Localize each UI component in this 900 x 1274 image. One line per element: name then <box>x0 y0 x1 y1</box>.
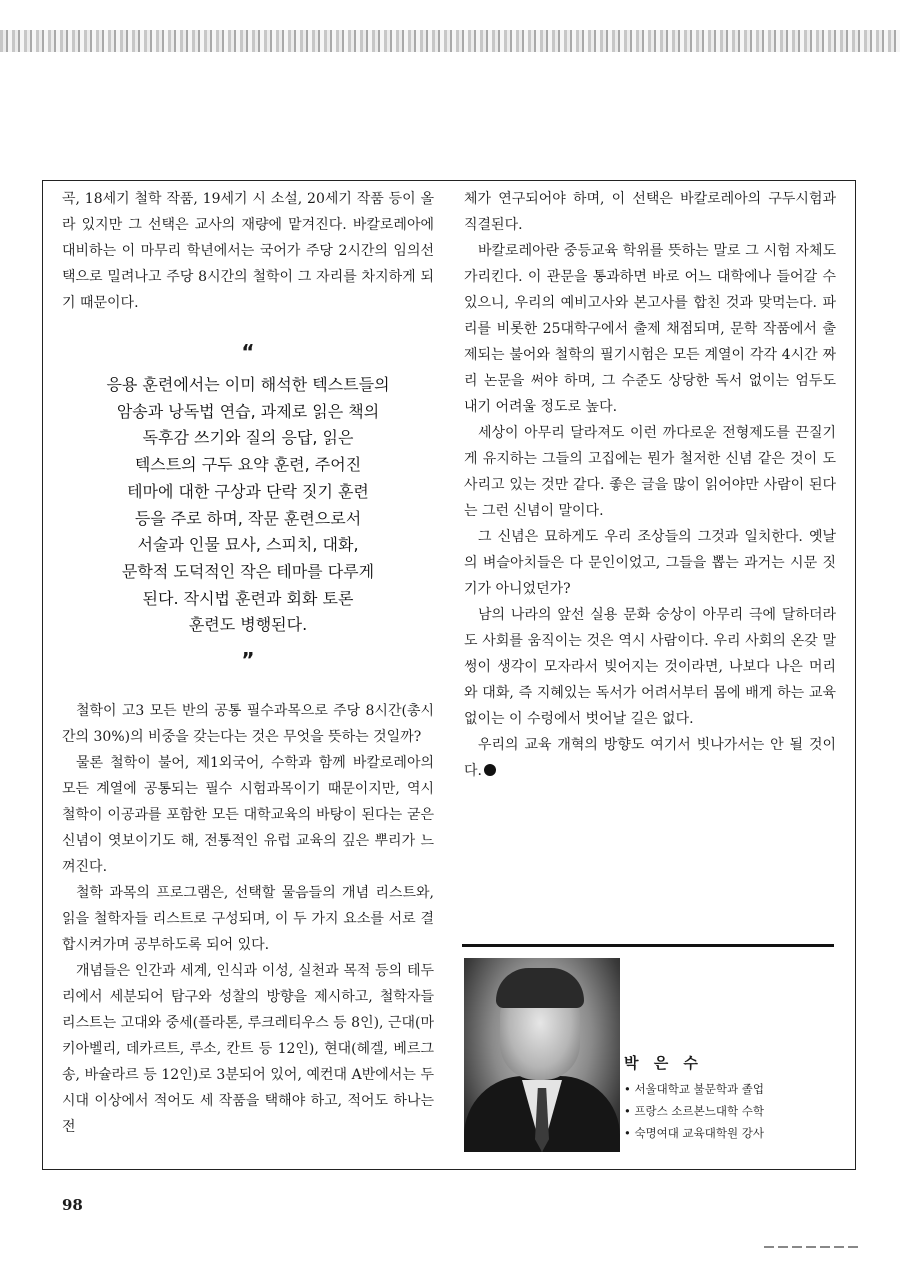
quote-close-mark: ” <box>241 648 255 672</box>
paragraph: 세상이 아무리 달라져도 이런 까다로운 전형제도를 끈질기게 유지하는 그들의 고집에는 뭔가 철저한 신념 같은 것이 도사리고 있는 것만 같다. 좋은 글을 많이 읽어야만 사람이 된다는 그런 신념이 말이다. <box>464 425 836 519</box>
pull-quote-line: 문학적 도덕적인 작은 테마를 다루게 <box>121 561 375 581</box>
page-number: 98 <box>62 1196 83 1214</box>
end-mark-icon <box>484 764 496 776</box>
author-photo <box>464 958 620 1152</box>
pull-quote-line: 훈련도 병행된다. <box>188 615 308 635</box>
pull-quote-line: 텍스트의 구두 요약 훈련, 주어진 <box>134 455 362 475</box>
quote-open-mark: “ <box>241 340 255 364</box>
pull-quote-line: 테마에 대한 구상과 단락 짓기 훈련 <box>127 481 369 501</box>
author-info <box>624 1052 834 1144</box>
paragraph: 바칼로레아란 중등교육 학위를 뜻하는 말로 그 시험 자체도 가리킨다. 이 관문을 통과하면 바로 어느 대학에나 들어갈 수 있으니, 우리의 예비고사와 본고사를 합친 것과 맞먹는다. 파리를 비롯한 25대학구에서 출제 채점되며, 문학 작품에서 출제되는 불어와 철학의 필기시험은 모든 계열이 각각 4시간 짜리 논문을 써야 하며, 그 수준도 상당한 독서 없이는 엄두도 내기 어려울 정도로 높다. <box>464 243 836 415</box>
author-name: 박 은 수 <box>624 1054 703 1072</box>
paragraph-text: 우리의 교육 개혁의 방향도 여기서 빗나가서는 안 될 것이다. <box>464 737 836 779</box>
pull-quote-line: 응용 훈련에서는 이미 해석한 텍스트들의 <box>106 375 390 394</box>
pull-quote-line: 서술과 인물 묘사, 스피치, 대화, <box>137 535 359 555</box>
pull-quote <box>62 340 434 672</box>
photo-hair <box>496 968 584 1008</box>
paragraph: 개념들은 인간과 세계, 인식과 이성, 실천과 목적 등의 테두리에서 세분되어 탐구와 성찰의 방향을 제시하고, 철학자들 리스트는 고대와 중세(플라톤, 루크레티우스 등 8인), 근대(마키아벨리, 데카르트, 루소, 칸트 등 12인), 현대(헤겔, 베르그송, 바슐라르 등 12인)로 3분되어 있어, 예컨대 A반에서는 두 시대 이상에서 적어도 세 작품을 택해야 하고, 적어도 하나는 전 <box>62 963 434 1135</box>
pull-quote-line: 된다. 작시법 훈련과 회화 토론 <box>142 588 354 608</box>
paragraph: 철학이 고3 모든 반의 공통 필수과목으로 주당 8시간(총시간의 30%)의 비중을 갖는다는 것은 무엇을 뜻하는 것일까? <box>62 703 434 745</box>
paragraph: 체가 연구되어야 하며, 이 선택은 바칼로레아의 구두시험과 직결된다. <box>464 191 836 233</box>
pull-quote-line: 독후감 쓰기와 질의 응답, 읽은 <box>142 428 354 448</box>
paragraph: 철학 과목의 프로그램은, 선택할 물음들의 개념 리스트와, 읽을 철학자들 리스트로 구성되며, 이 두 가지 요소를 서로 결합시켜가며 공부하도록 되어 있다. <box>62 885 434 953</box>
paragraph-last <box>464 732 836 784</box>
bottom-decorative-marks <box>764 1246 860 1248</box>
paragraph: 그 신념은 묘하게도 우리 조상들의 그것과 일치한다. 옛날의 벼슬아치들은 다 문인이었고, 그들을 뽑는 과거는 시문 짓기가 아니었던가? <box>464 529 836 597</box>
author-credential: • 숙명여대 교육대학원 강사 <box>624 1126 764 1140</box>
author-credential: • 서울대학교 불문학과 졸업 <box>624 1082 764 1096</box>
author-credential: • 프랑스 소르본느대학 수학 <box>624 1104 764 1118</box>
paragraph: 물론 철학이 불어, 제1외국어, 수학과 함께 바칼로레아의 모든 계열에 공통되는 필수 시험과목이기 때문이지만, 역시 철학이 이공과를 포함한 모든 대학교육의 바탕이 된다는 굳은 신념이 엿보이기도 해, 전통적인 유럽 교육의 깊은 뿌리가 느껴진다. <box>62 755 434 875</box>
top-decorative-band <box>0 30 900 52</box>
pull-quote-text <box>62 372 434 639</box>
left-column-lower <box>62 698 434 1140</box>
right-column <box>464 186 836 784</box>
paragraph: 남의 나라의 앞선 실용 문화 숭상이 아무리 극에 달하더라도 사회를 움직이는 것은 역시 사람이다. 우리 사회의 온갖 말썽이 생각이 모자라서 빚어지는 것이라면, 나보다 나은 머리와 대화, 즉 지혜있는 독서가 어려서부터 몸에 배게 하는 교육 없이는 이 수렁에서 벗어날 길은 없다. <box>464 607 836 727</box>
author-divider <box>462 944 834 947</box>
left-column-upper <box>62 186 434 316</box>
paragraph: 곡, 18세기 철학 작품, 19세기 시 소설, 20세기 작품 등이 올라 있지만 그 선택은 교사의 재량에 맡겨진다. 바칼로레아에 대비하는 이 마무리 학년에서는 국어가 주당 2시간의 임의선택으로 밀려나고 주당 8시간의 철학이 그 자리를 차지하게 되기 때문이다. <box>62 191 434 311</box>
pull-quote-line: 등을 주로 하며, 작문 훈련으로서 <box>134 508 362 528</box>
pull-quote-line: 암송과 낭독법 연습, 과제로 읽은 책의 <box>116 401 380 421</box>
